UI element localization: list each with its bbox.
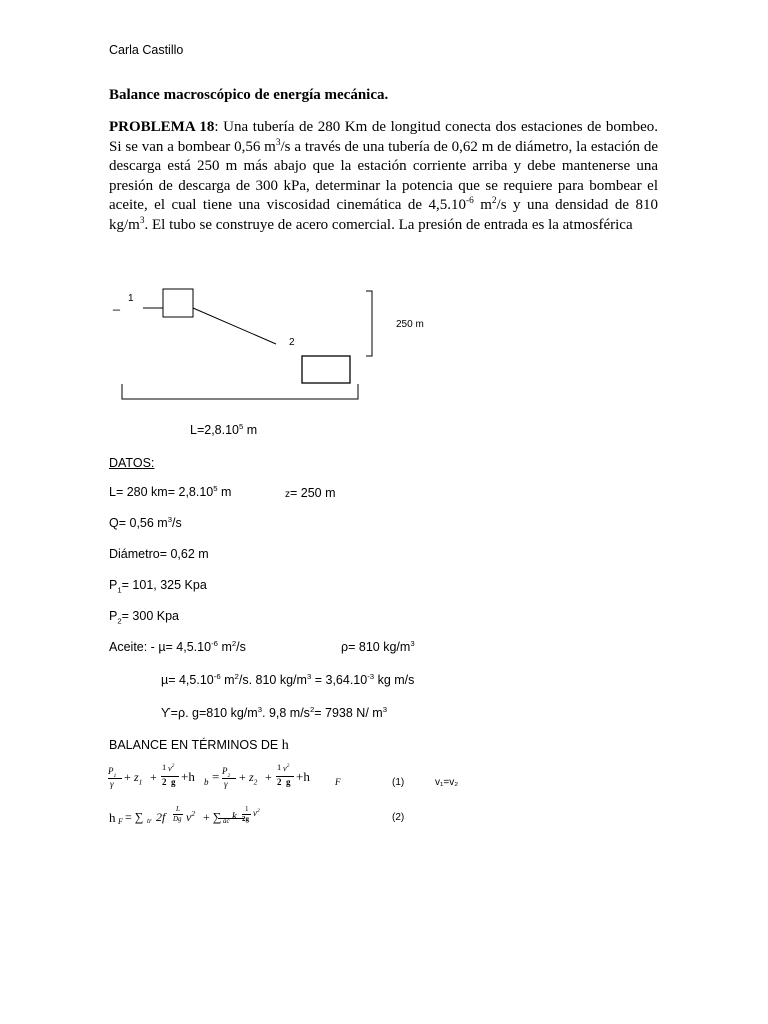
height-bracket: [366, 291, 372, 356]
point-2-label: 2: [289, 337, 295, 348]
equation-2: h F = ∑ tr 2f L Dg $v^2$ + ∑ ac k 1 2g $v^2$: [109, 805, 260, 826]
lower-station-box: [302, 356, 350, 383]
problem-text: /s y una densidad de 810 kg/m: [109, 197, 659, 233]
balance-title: BALANCE EN TÉRMINOS DE h: [109, 738, 289, 753]
problem-text: . El tubo se construye de acero comercial. La presión de entrada es la atmosférica: [144, 216, 633, 233]
author-name: Carla Castillo: [109, 43, 184, 57]
point-1-label: 1: [128, 293, 134, 304]
datos-title: DATOS:: [109, 456, 155, 470]
section-heading: Balance macroscópico de energía mecánica.: [109, 87, 389, 103]
equation-1-note: v₁=v₂: [435, 777, 459, 788]
problem-label: PROBLEMA 18: [109, 119, 215, 135]
problem-text: m: [473, 197, 492, 213]
problem-sup: 3: [275, 137, 281, 148]
problem-sup: -6: [466, 196, 474, 206]
datos-dynamic-viscosity: $\mu= 4,5.10^{-6}$ $m^2/s$. 810 $kg/m^3 = 3,64.10^{-3}$ kg m/s: [161, 671, 415, 687]
datos-kinematic-viscosity: Aceite: - $\mu= 4,5.10^{-6}$ $m^2/s$: [109, 638, 246, 654]
datos-p2: $P_2= 300$ Kpa: [109, 609, 179, 626]
equation-2-number: (2): [392, 812, 405, 823]
datos-height: z= 250 m: [285, 486, 336, 500]
problem-text: : Una tubería de 280 Km de longitud conecta dos estaciones de bombeo. Si se van a bombear 0,56 m: [109, 119, 658, 155]
datos-density: ρ= 810 $kg/m^3$: [341, 638, 415, 654]
upper-station-box: [163, 289, 193, 317]
datos-diameter: Diámetro= 0,62 m: [109, 547, 209, 561]
datos-specific-weight: Ƴ=ρ. g=810 $kg/m^3$. 9,8 $m/s^2= 7938$ N/ $m^3$: [161, 704, 388, 720]
dash-mark: _: [113, 297, 120, 311]
height-label: 250 m: [396, 319, 424, 330]
equation-1-number: (1): [392, 777, 405, 788]
problem-sup: 2: [491, 196, 497, 206]
pipe-line: [193, 308, 276, 344]
equation-1: $P_1$ γ + $z_1$ + 1 $v^2$ 2 g +h b = $P_2$ γ + $z_2$ + 1 $v^2$ 2 g +h F: [108, 762, 341, 789]
problem-sup: 3: [139, 215, 145, 226]
length-bracket: [122, 384, 358, 399]
problem-text: /s a través de una tubería de 0,62 m de diámetro, la estación de descarga está 250 m más abajo que la estación corriente arriba y debe mantenerse una presión de descarga de 300 kPa, determinar la potencia que se requiere para bombear el aceite, el cual tiene una viscosidad cinemática de 4,5.10: [109, 138, 658, 213]
datos-p1: $P_1= 101$, 325 Kpa: [109, 578, 207, 595]
datos-length: L= 280 $km= 2,8.10^5$ m: [109, 483, 232, 499]
datos-flow: Q= 0,56 $m^3/s$: [109, 514, 182, 530]
length-label: $L=2,8.10^5$ m: [190, 421, 258, 437]
